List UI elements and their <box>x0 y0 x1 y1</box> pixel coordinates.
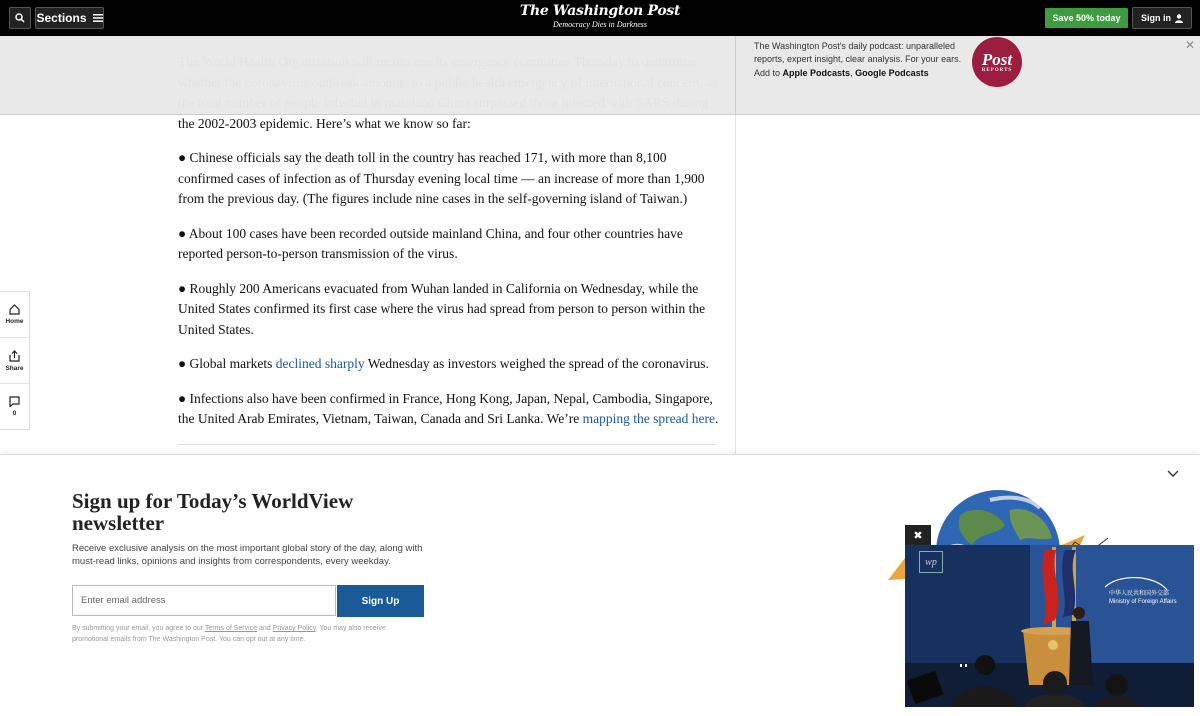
newsletter-title: Sign up for Today’s WorldView newsletter <box>72 489 354 535</box>
rail-comments-button[interactable] <box>0 384 29 429</box>
google-podcasts-link[interactable]: Google Podcasts <box>855 68 929 78</box>
podcast-links: Add to Apple Podcasts, Google Podcasts <box>754 68 929 78</box>
newsletter-description: Receive exclusive analysis on the most important global story of the day, along with must-read links, opinions and insights from correspondents, every weekday. <box>72 543 423 567</box>
article-bullet: ● Roughly 200 Americans evacuated from Wuhan landed in California on Wednesday, while the United States confirmed its first case where the virus had spread from person to person within the United States. <box>178 280 706 337</box>
rail-home-label: Home <box>5 318 24 325</box>
podcast-banner <box>0 36 1200 115</box>
search-button[interactable] <box>9 7 31 29</box>
email-input[interactable] <box>72 585 336 616</box>
legal-text: . You may also receive promotional emails from The Washington Post. You can opt out at any time. <box>72 625 386 643</box>
share-rail <box>0 291 30 430</box>
article-paragraph-intro: the 2002-2003 epidemic. Here’s what we know so far: <box>178 115 471 131</box>
masthead-title: The Washington Post <box>519 3 681 19</box>
sign-english: Ministry of Foreign Affairs <box>1109 599 1177 605</box>
column-divider <box>735 114 736 454</box>
share-icon <box>9 350 20 362</box>
rail-share-label: Share <box>5 364 24 372</box>
legal-text: By submitting your email, you agree to our <box>72 625 205 632</box>
rail-share-button[interactable] <box>0 338 29 384</box>
collapse-chevron-icon[interactable] <box>1167 467 1179 481</box>
washington-post-badge: wp <box>919 551 943 573</box>
hamburger-icon <box>93 14 103 22</box>
rail-home-button[interactable] <box>0 292 29 338</box>
subscribe-button[interactable]: Save 50% today <box>1045 8 1128 28</box>
banner-divider <box>735 36 736 114</box>
sign-in-label: Sign in <box>1141 13 1171 23</box>
article-bullet: ● About 100 cases have been recorded outside mainland China, and four other countries have reported person-to-person transmission of the virus. <box>178 225 683 261</box>
sign-chinese: 中华人民共和国外交部 <box>1109 591 1170 597</box>
post-reports-logo[interactable] <box>972 37 1022 87</box>
sign-in-button[interactable] <box>1132 7 1192 29</box>
video-player[interactable] <box>905 545 1194 707</box>
article-bullet <box>178 389 723 430</box>
search-icon <box>15 13 25 23</box>
bullet-text: . <box>715 411 719 426</box>
top-navigation-bar <box>0 0 1200 36</box>
logo-text-top: Post <box>981 49 1013 69</box>
add-to-label: Add to <box>754 68 781 78</box>
foreign-ministry-sign <box>1109 590 1177 606</box>
bullet-text: ● Global markets <box>178 356 276 371</box>
user-icon <box>1175 14 1183 23</box>
sign-up-button[interactable]: Sign Up <box>337 585 424 617</box>
press-conference-image <box>905 545 1194 707</box>
close-video-icon[interactable]: ✖ <box>905 525 931 545</box>
masthead-logo[interactable] <box>450 2 750 29</box>
masthead-tagline: Democracy Dies in Darkness <box>553 20 647 29</box>
bullet-text: ● Infections also have been confirmed in France, Hong Kong, Japan, Nepal, Cambodia, Singapore, the United Arab Emirates, Vietnam, Taiwan, Canada and Sri Lanka. We’re <box>178 390 713 426</box>
article-bullet: ● Chinese officials say the death toll in the country has reached 171, with more than 8,100 confirmed cases of infection as of Thursday evening local time — an increase of more than 1,900 from the previous day. (The figures include nine cases in the self-governing island of Taiwan.) <box>178 150 705 206</box>
home-icon <box>9 304 20 315</box>
newsletter-legal-text <box>72 623 422 645</box>
comment-icon <box>9 396 20 407</box>
mapping-spread-link[interactable]: mapping the spread here <box>582 411 715 426</box>
podcast-description: The Washington Post's daily podcast: unparalleled reports, expert insight, clear analysis. For your ears. <box>754 41 962 64</box>
sections-label: Sections <box>36 11 87 25</box>
close-banner-icon[interactable]: ✕ <box>1185 38 1196 52</box>
legal-text: and <box>257 625 273 632</box>
terms-link[interactable]: Terms of Service <box>204 625 258 632</box>
sections-menu-button[interactable] <box>35 7 104 29</box>
apple-podcasts-link[interactable]: Apple Podcasts <box>782 68 851 78</box>
logo-text-bottom: REPORTS <box>981 67 1013 73</box>
comment-count: 0 <box>12 410 17 417</box>
article-divider <box>178 444 716 445</box>
declined-sharply-link[interactable]: declined sharply <box>275 356 365 371</box>
bullet-text: Wednesday as investors weighed the spread of the coronavirus. <box>364 356 709 371</box>
privacy-link[interactable]: Privacy Policy <box>272 625 316 632</box>
article-bullet <box>178 354 723 375</box>
